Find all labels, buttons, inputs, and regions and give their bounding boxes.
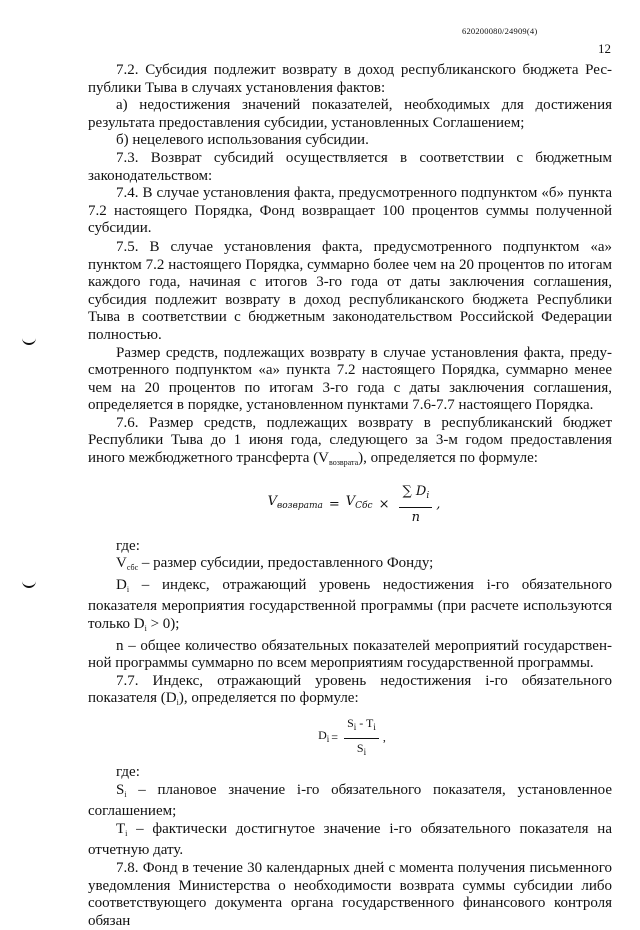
definition-ti: $T_i$ – фактически достигнутое значение i-го обязательного показателя на отчетную дату.	[88, 820, 612, 859]
definition-n: n – общее количество обязательных показателей мероприятий государственной программы суммарно по всем мероприятиям государственной программы.	[88, 637, 612, 672]
margin-mark	[22, 335, 36, 345]
paragraph-7-7: 7.7. Индекс, отражающий уровень недостижения i-го обязательного показателя $(D_i)$, определяется по формуле:	[88, 672, 612, 708]
page-number: 12	[598, 41, 611, 56]
formula-subsidy: $V_{Cбс}$	[345, 494, 373, 512]
paragraph-refund-size: Размер средств, подлежащих возврату в случае установления факта, предусмотренного подпунктом «а» пункта 7.2 настоящего Порядка, суммарно менее чем на 20 процентов по итогам 3-го года с даты заключения соглашения, определяется в порядке, установленном пунктами 7.6-7.7 настоящего Порядка.	[88, 344, 612, 414]
paragraph-7-5: 7.5. В случае установления факта, предусмотренного подпунктом «а» пунктом 7.2 настоящего Порядка, суммарно более чем на 20 процентов по итогам каждого года, начиная с итогов 3-го года от даты заключения соглашения, субсидия подлежит возврату в доход республиканского бюджета Республики Тыва в соответствии с бюджетным законодательством Российской Федерации полностью.	[88, 238, 612, 343]
where-label: где:	[116, 764, 140, 780]
formula-index-fraction: $\frac{S_i - T_i}{S_i}$	[344, 715, 379, 761]
paragraph-7-2-a: а) недостижения значений показателей, необходимых для достижения результата предоставления субсидии, установленных Соглашением;	[88, 97, 612, 131]
paragraph-7-4: 7.4. В случае установления факта, предусмотренного подпунктом «б» пункта 7.2 настоящего Порядка, Фонд возвращает 100 процентов суммы полученной субсидии.	[88, 185, 612, 237]
paragraph-7-2-b: б) нецелевого использования субсидии.	[116, 132, 369, 149]
where-label: где:	[116, 537, 140, 554]
formula-lhs: $V_{возврата}$	[267, 494, 323, 512]
formula-refund: $V_{возврата}$ = $V_{Cбс}$ × $\frac{\sum D_i}{n}$ ,	[267, 484, 441, 525]
margin-mark	[22, 578, 36, 588]
formula-fraction: $\frac{\sum D_i}{n}$	[399, 483, 432, 526]
document-body	[88, 62, 612, 930]
definition-v-sbs: $V_{сбс}$ – размер субсидии, предоставленного Фонду;	[116, 555, 434, 573]
formula-index: $D_i$ = $\frac{S_i - T_i}{S_i}$ ,	[92, 712, 612, 764]
definition-di: $D_i$ – индекс, отражающий уровень недостижения i-го обязательного показателя мероприятия государственной программы (при расчете используются только $D_i > 0$);	[88, 576, 612, 634]
paragraph-7-2: 7.2. Субсидия подлежит возврату в доход республиканского бюджета Республики Тыва в случаях установления фактов:	[88, 62, 612, 96]
definition-si: $S_i$ – плановое значение i-го обязательного показателя, установленное соглашением;	[88, 781, 612, 820]
paragraph-7-3: 7.3. Возврат субсидий осуществляется в соответствии с бюджетным законодательством:	[88, 149, 612, 184]
paragraph-7-6: 7.6. Размер средств, подлежащих возврату в республиканский бюджет Республики Тыва до 1 июня года, следующего за 3-м годом предоставления иного межбюджетного трансферта $(V_{возврата})$, определяется по формуле:	[88, 414, 612, 468]
paragraph-7-8: 7.8. Фонд в течение 30 календарных дней с момента получения письменного уведомления Министерства о необходимости возврата суммы субсидии либо соответствующего документа органа государственного финансового контроля обязан	[88, 859, 612, 929]
document-id: 620200080/24909(4)	[462, 26, 538, 36]
